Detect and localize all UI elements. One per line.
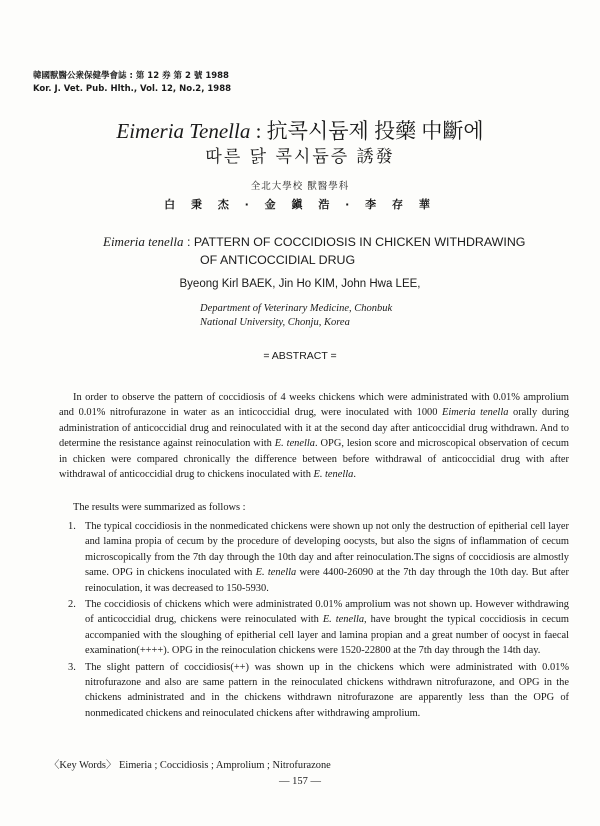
affiliation-korean: 全北大學校 獸醫學科 <box>250 181 350 192</box>
list-item <box>68 660 569 722</box>
text-run: . OPG, lesion score and microscopical observation of cecum in chicken were compared chronically the difference between before withdrawal of anticoccidial drug with after withdrawal of anticoccidial drug to chickens inoculated with <box>59 438 569 481</box>
authors-english: Byeong Kirl BAEK, Jin Ho KIM, John Hwa LEE, <box>179 278 421 290</box>
species-name: E. tenella <box>313 469 354 481</box>
journal-header <box>33 70 231 96</box>
department-line1: Department of Veterinary Medicine, Chonbuk <box>200 303 393 314</box>
text-run: The coccidiosis of chickens which were administrated 0.01% amprolium was not shown up. However withdrawing of anticoccidial drug, chickens were reinoculated with <box>85 599 569 626</box>
species-name: E. tenella <box>274 438 315 450</box>
keywords: 〈Key Words〉 Eimeria ; Coccidiosis ; Amprolium ; Nitrofurazone <box>49 760 331 771</box>
title-species: Eimeria Tenella <box>116 119 251 143</box>
authors-korean: 白 秉 杰 · 金 鎭 浩 · 李 存 華 <box>164 198 436 211</box>
list-number: 2. <box>68 599 76 611</box>
list-number: 3. <box>68 661 76 673</box>
journal-line-korean: 韓國獸醫公衆保健學會誌 : 第 12 券 第 2 號 1988 <box>33 71 229 81</box>
journal-line-english: Kor. J. Vet. Pub. Hlth., Vol. 12, No.2, 1988 <box>33 84 232 94</box>
english-title <box>103 233 563 269</box>
list-item <box>68 597 569 659</box>
abstract-paragraph <box>59 390 569 482</box>
species-name: E. tenella <box>322 614 365 626</box>
text-run: In order to observe the pattern of coccidiosis of 4 weeks chickens which were administrated with 0.01% amprolium and 0.01% nitrofurazone in water as an inticoccidial drug, were inoculated with 1000 <box>59 392 569 419</box>
department <box>200 302 392 330</box>
department-line2: National University, Chonju, Korea <box>200 317 350 328</box>
results-intro: The results were summarized as follows : <box>73 502 246 513</box>
text-run: , have brought the typical coccidiosis in cecum accompanied with the sloughing of epitherial cell layer and lamina propian and a great number of oocyst in faecal examination(++++). OPG in the reinoculation chickens were 1520-22800 at the 7th day through the 14th day. <box>85 614 569 657</box>
text-run: The slight pattern of coccidiosis(++) was shown up in the chickens which were administrated with 0.01% nitrofurazone and also are same pattern in the reinoculated chickens withdrawn nitrofurazone, and OPG in the chickens administrated and in the chickens withdrawn nitrofurazone are apparently less than the OPG of nonmedicated chickens and reinoculated chickens after withdrawing amprolium. <box>85 661 569 719</box>
paper-title-korean-line: 따른 닭 콕시듐증 誘發 <box>205 147 395 167</box>
page-number: — 157 — <box>279 776 321 787</box>
text-run: The typical coccidiosis in the nonmedicated chickens were shown up not only the destruction of epitherial cell layer and lamina propia of cecum by the procedure of developing oocysts, but also the signs of inflammation of cecum microscopically from the 7th day through the 10th day and after reinoculation.The signs of coccidiosis are almostly same. OPG in chickens inoculated with <box>85 521 569 579</box>
species-name: E. tenella <box>255 567 297 579</box>
list-number: 1. <box>68 521 76 532</box>
text-run: . <box>353 469 356 481</box>
species-name: Eimeria tenella <box>442 407 509 419</box>
english-title-species: Eimeria tenella <box>103 234 184 249</box>
text-run: orally during administration of anticoccidial drug and reinoculated with it at the second day after anticoccidial drug withdrawn. And to determine the resistance against reinoculation with <box>59 407 569 450</box>
english-title-line2: OF ANTICOCCIDIAL DRUG <box>200 253 356 267</box>
paper-title <box>0 118 600 144</box>
english-title-line1: : PATTERN OF COCCIDIOSIS IN CHICKEN WITHDRAWING <box>183 235 526 249</box>
title-rest: : 抗콕시듐제 投藥 中斷에 <box>250 119 484 143</box>
results-list <box>68 519 569 722</box>
text-run: were 4400-26090 at the 7th day through the 10th day. But after reinoculation, it was decreased to 150-5930. <box>85 567 569 594</box>
abstract-heading: = ABSTRACT = <box>263 350 337 362</box>
list-item <box>68 519 569 596</box>
